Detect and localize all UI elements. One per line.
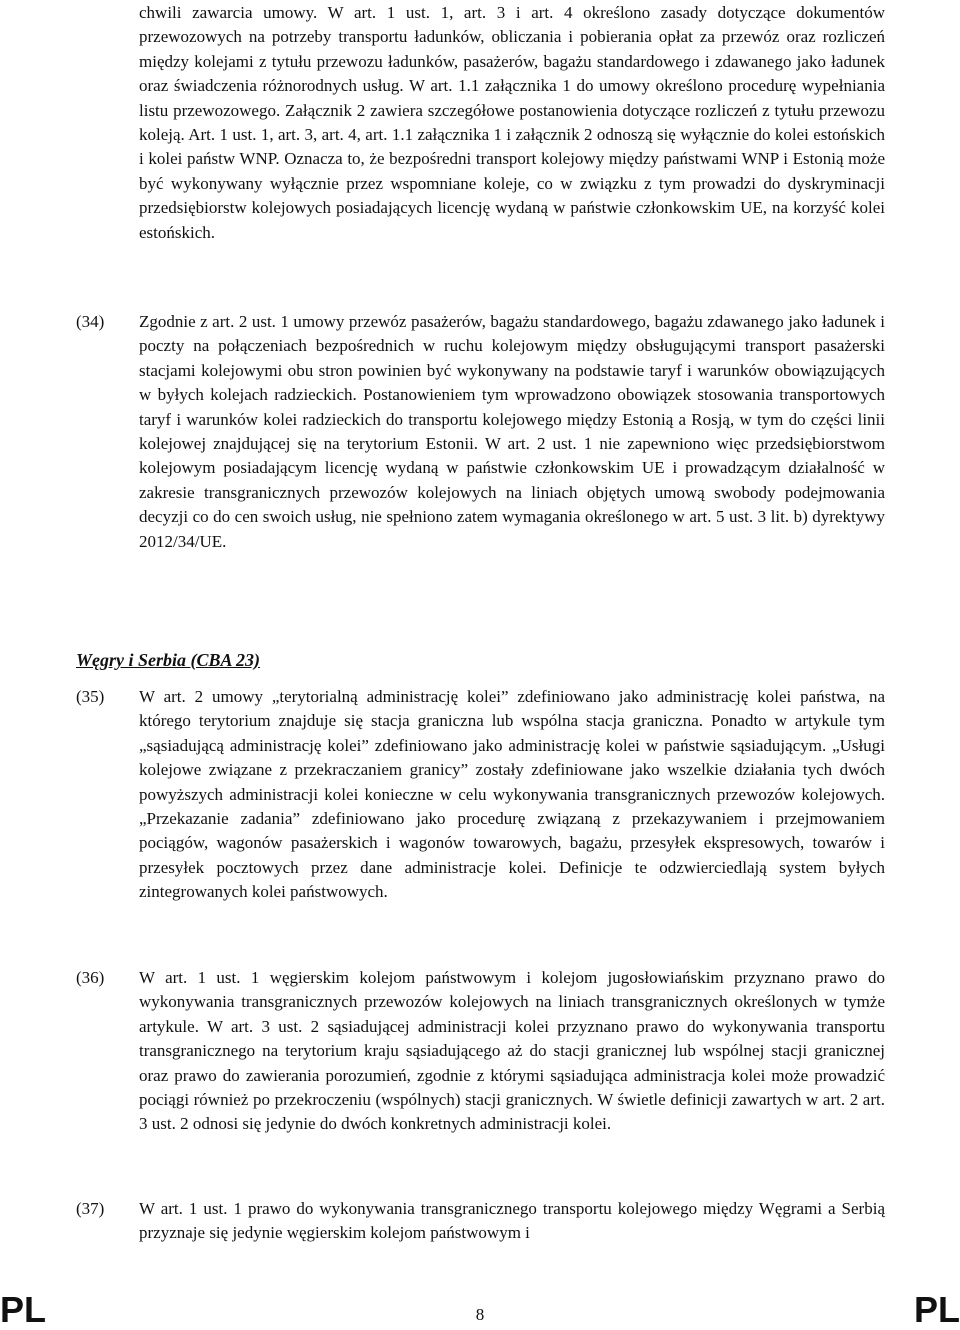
intro-paragraph: chwili zawarcia umowy. W art. 1 ust. 1, art. 3 i art. 4 określono zasady dotyczące dokumentów przewozowych na potrzeby transportu ładunków, obliczania i pobierania opłat za przewóz oraz rozliczeń między kolejami z tytułu przewozu ładunków, pasażerów, bagażu standardowego i zdawanego jako ładunek oraz świadczenia różnorodnych usług. W art. 1.1 załącznika 1 do umowy określono procedurę wypełniania listu przewozowego. Załącznik 2 zawiera szczegółowe postanowienia dotyczące rozliczeń z tytułu przewozu koleją. Art. 1 ust. 1, art. 3, art. 4, art. 1.1 załącznika 1 i załącznik 2 odnoszą się wyłącznie do kolei estońskich i kolei państw WNP. Oznacza to, że bezpośredni transport kolejowy między państwami WNP i Estonią może być wykonywany wyłącznie przez wspomniane koleje, co w związku z tym prowadzi do dyskryminacji przedsiębiorstw kolejowych posiadających licencję wydaną w państwie członkowskim UE, na korzyść kolei estońskich. — [139, 3, 885, 242]
footer-language-code-right: PL — [913, 1289, 960, 1330]
footer-language-code-left: PL — [0, 1289, 47, 1330]
paragraph-number-36: (36) — [76, 968, 105, 987]
paragraph-number-34: (34) — [76, 312, 105, 331]
page-number: 8 — [475, 1305, 485, 1324]
paragraph-34-text: Zgodnie z art. 2 ust. 1 umowy przewóz pasażerów, bagażu standardowego, bagażu zdawanego jako ładunek i poczty na połączeniach bezpośrednich w ruchu kolejowym między obsługującymi transport pasażerski stacjami kolejowymi obu stron powinien być wykonywany na podstawie taryf i warunków obowiązujących w byłych kolejach radzieckich. Postanowieniem tym wprowadzono obowiązek stosowania transportowych taryf i warunków kolei radzieckich do transportu kolejowego między Estonią a Rosją, w tym do części linii kolejowej znajdującej się na terytorium Estonii. W art. 2 ust. 1 nie zapewniono więc przedsiębiorstwom kolejowym posiadającym licencję wydaną w państwie członkowskim UE i prowadzącym działalność w zakresie transgranicznych przewozów kolejowych na liniach objętych umową swobody podejmowania decyzji co do cen swoich usług, nie spełniono zatem wymagania określonego w art. 5 ust. 3 lit. b) dyrektywy 2012/34/UE. — [139, 312, 885, 551]
paragraph-number-35: (35) — [76, 687, 105, 706]
section-heading: Węgry i Serbia (CBA 23) — [76, 650, 261, 670]
paragraph-35-text: W art. 2 umowy „terytorialną administrację kolei” zdefiniowano jako administrację kolei państwa, na którego terytorium znajduje się stacja graniczna lub wspólna stacja graniczna. Ponadto w artykule tym „sąsiadującą administrację kolei” zdefiniowano jako administrację kolei w państwie sąsiadującym. „Usługi kolejowe związane z przekraczaniem granicy” zostały zdefiniowane jako wszelkie działania tych dwóch powyższych administracji kolei konieczne w celu wykonywania transgranicznych przewozów kolejowych. „Przekazanie zadania” zdefiniowano jako procedurę związaną z przekazywaniem i przejmowaniem pociągów, wagonów pasażerskich i wagonów towarowych, bagażu, przesyłek ekspresowych, towarów i przesyłek pocztowych przez dane administracje kolei. Definicje te odzwierciedlają system byłych zintegrowanych kolei państwowych. — [139, 687, 885, 902]
paragraph-37-text: W art. 1 ust. 1 prawo do wykonywania transgranicznego transportu kolejowego między Węgrami a Serbią przyznaje się jedynie węgierskim kolejom państwowym i — [139, 1199, 885, 1243]
paragraph-number-37: (37) — [76, 1199, 105, 1218]
paragraph-36-text: W art. 1 ust. 1 węgierskim kolejom państwowym i kolejom jugosłowiańskim przyznano prawo do wykonywania transgranicznych przewozów kolejowych na liniach transgranicznych określonych w tymże artykule. W art. 3 ust. 2 sąsiadującej administracji kolei przyznano prawo do wykonywania transportu transgranicznego na terytorium kraju sąsiadującego aż do stacji granicznej lub wspólnej stacji granicznej oraz prawo do zawierania porozumień, zgodnie z którymi sąsiadująca administracja kolei może prowadzić pociągi również po przekroczeniu (wspólnych) stacji granicznych. W świetle definicji zawartych w art. 2 art. 3 ust. 2 odnosi się jedynie do dwóch konkretnych administracji kolei. — [139, 968, 885, 1134]
